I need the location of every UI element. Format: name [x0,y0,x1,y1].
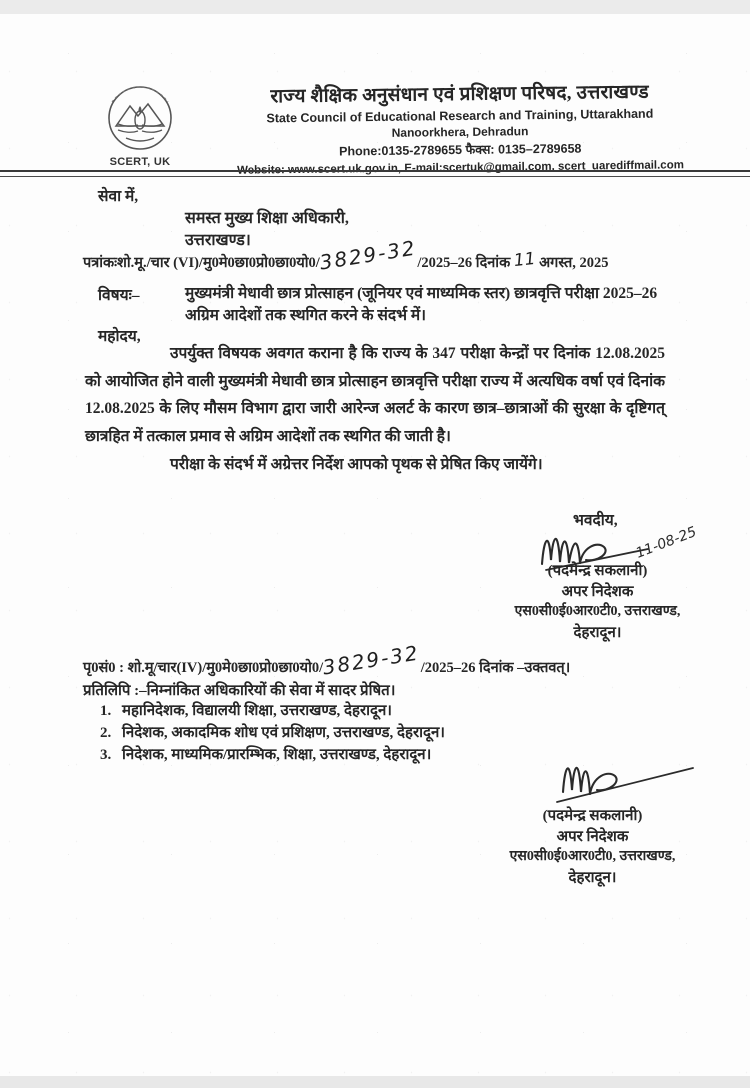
recipient-number: 2. [100,725,112,741]
handwritten-date-day: 11 [512,248,537,272]
signatory-place: देहरादून। [568,869,617,886]
recipient-text: निदेशक, अकादमिक शोध एवं प्रशिक्षण, उत्तराखण्ड, देहरादून। [122,725,445,741]
endorsement-reference-line [83,640,571,680]
closing-paragraph: परीक्षा के संदर्भ में अग्रेत्तर निर्देश आपको पृथक से प्रेषित किए जायेंगे। [170,456,543,473]
signatory-name: (पदमेन्द्र सकलानी) [542,808,643,824]
body-paragraph: उपर्युक्त विषयक अवगत कराना है कि राज्य के 347 परीक्षा केन्द्रों पर दिनांक 12.08.2025 को आयोजित होने वाली मुख्यमंत्री मेधावी छात्र प्रोत्साहन छात्रवृत्ति परीक्षा राज्य में अत्यधिक वर्षा एवं दिनांक 12.08.2025 के लिए मौसम विभाग द्वारा जारी आरेन्ज अलर्ट के कारण छात्र–छात्राओं की सुरक्षा के दृष्टिगत् छात्रहित में तत्काल प्रमाव से अग्रिम आदेशों तक स्थगित की जाती है। [85,345,665,445]
scan-edge-top [0,0,750,14]
recipient-number: 3. [100,747,112,763]
signatory-block-2 [465,806,720,888]
scert-emblem-icon [92,80,188,158]
list-item [100,722,445,744]
org-name-english: State Council of Educational Research and Training, Uttarakhand [266,106,654,126]
handwritten-ref-number: 3829-32 [317,235,418,275]
handwritten-signature-date: 11-08-25 [633,524,699,562]
addressee-line-1: समस्त मुख्य शिक्षा अधिकारी, [185,210,349,227]
org-address: Nanoorkhera, Dehradun [391,124,529,140]
reference-mid: /2025–26 दिनांक [417,255,511,271]
salutation-to: सेवा में, [98,188,139,205]
subject-line-2: अग्रिम आदेशों तक स्थगित करने के संदर्भ में। [185,307,427,324]
org-website-email: Website: www.scert.uk.gov.in, E-mail:scertuk@gmail.com, scert_uarediffmail.com [237,159,684,177]
logo-caption: SCERT, UK [109,156,171,168]
copy-to-line: प्रतिलिपि :–निम्नांकित अधिकारियों की सेवा में सादर प्रेषित। [83,683,396,699]
reference-suffix: अगस्त, 2025 [539,255,609,271]
list-item [100,744,445,766]
letterhead [224,77,695,177]
signatory-place: देहरादून। [573,624,622,641]
reference-prefix: पत्रांकःशो.मू./चार (VI)/मु0मे0छा0प्रो0छा0यो0/ [83,255,320,271]
signatory-name: (पदमेन्द्र सकलानी) [547,563,648,579]
org-phone-fax: Phone:0135-2789655 फैक्स: 0135–2789658 [339,141,582,159]
signature-2 [545,750,705,806]
subject-label: विषयः– [98,287,140,304]
endorsement-ref-suffix: /2025–26 दिनांक –उक्तवत्। [420,660,571,676]
signatory-designation: अपर निदेशक [556,828,629,845]
signature-ink-icon [545,750,705,806]
list-item [100,700,445,722]
handwritten-endorsement-number: 3829-32 [321,640,422,680]
valediction: भवदीय, [573,512,618,529]
scert-logo [92,80,188,172]
scan-edge-bottom [0,1076,750,1088]
subject-text [185,283,670,327]
signatory-block-1 [470,561,725,643]
greeting: महोदय, [98,328,141,345]
signatory-designation: अपर निदेशक [561,583,634,600]
signatory-org: एस0सी0ई0आर0टी0, उत्तराखण्ड, [514,604,681,619]
signatory-org: एस0सी0ई0आर0टी0, उत्तराखण्ड, [509,849,676,864]
endorsement-ref-prefix: पृ0सं0 : शो.मू/चार(IV)/मु0मे0छा0प्रो0छा0यो0/ [83,660,324,676]
subject-line-1: मुख्यमंत्री मेधावी छात्र प्रोत्साहन (जूनियर एवं माध्यमिक स्तर) छात्रवृत्ति परीक्षा 2025–26 [185,285,658,302]
org-name-hindi: राज्य शैक्षिक अनुसंधान एवं प्रशिक्षण परिषद, उत्तराखण्ड [270,81,649,108]
letterhead-divider [0,170,750,177]
recipient-number: 1. [100,703,112,719]
copy-recipients-list [100,700,445,766]
addressee-line-2: उत्तराखण्ड। [185,232,251,249]
recipient-text: महानिदेशक, विद्यालयी शिक्षा, उत्तराखण्ड, देहरादून। [122,703,392,719]
recipient-text: निदेशक, माध्यमिक/प्रारम्भिक, शिक्षा, उत्तराखण्ड, देहरादून। [122,747,432,763]
